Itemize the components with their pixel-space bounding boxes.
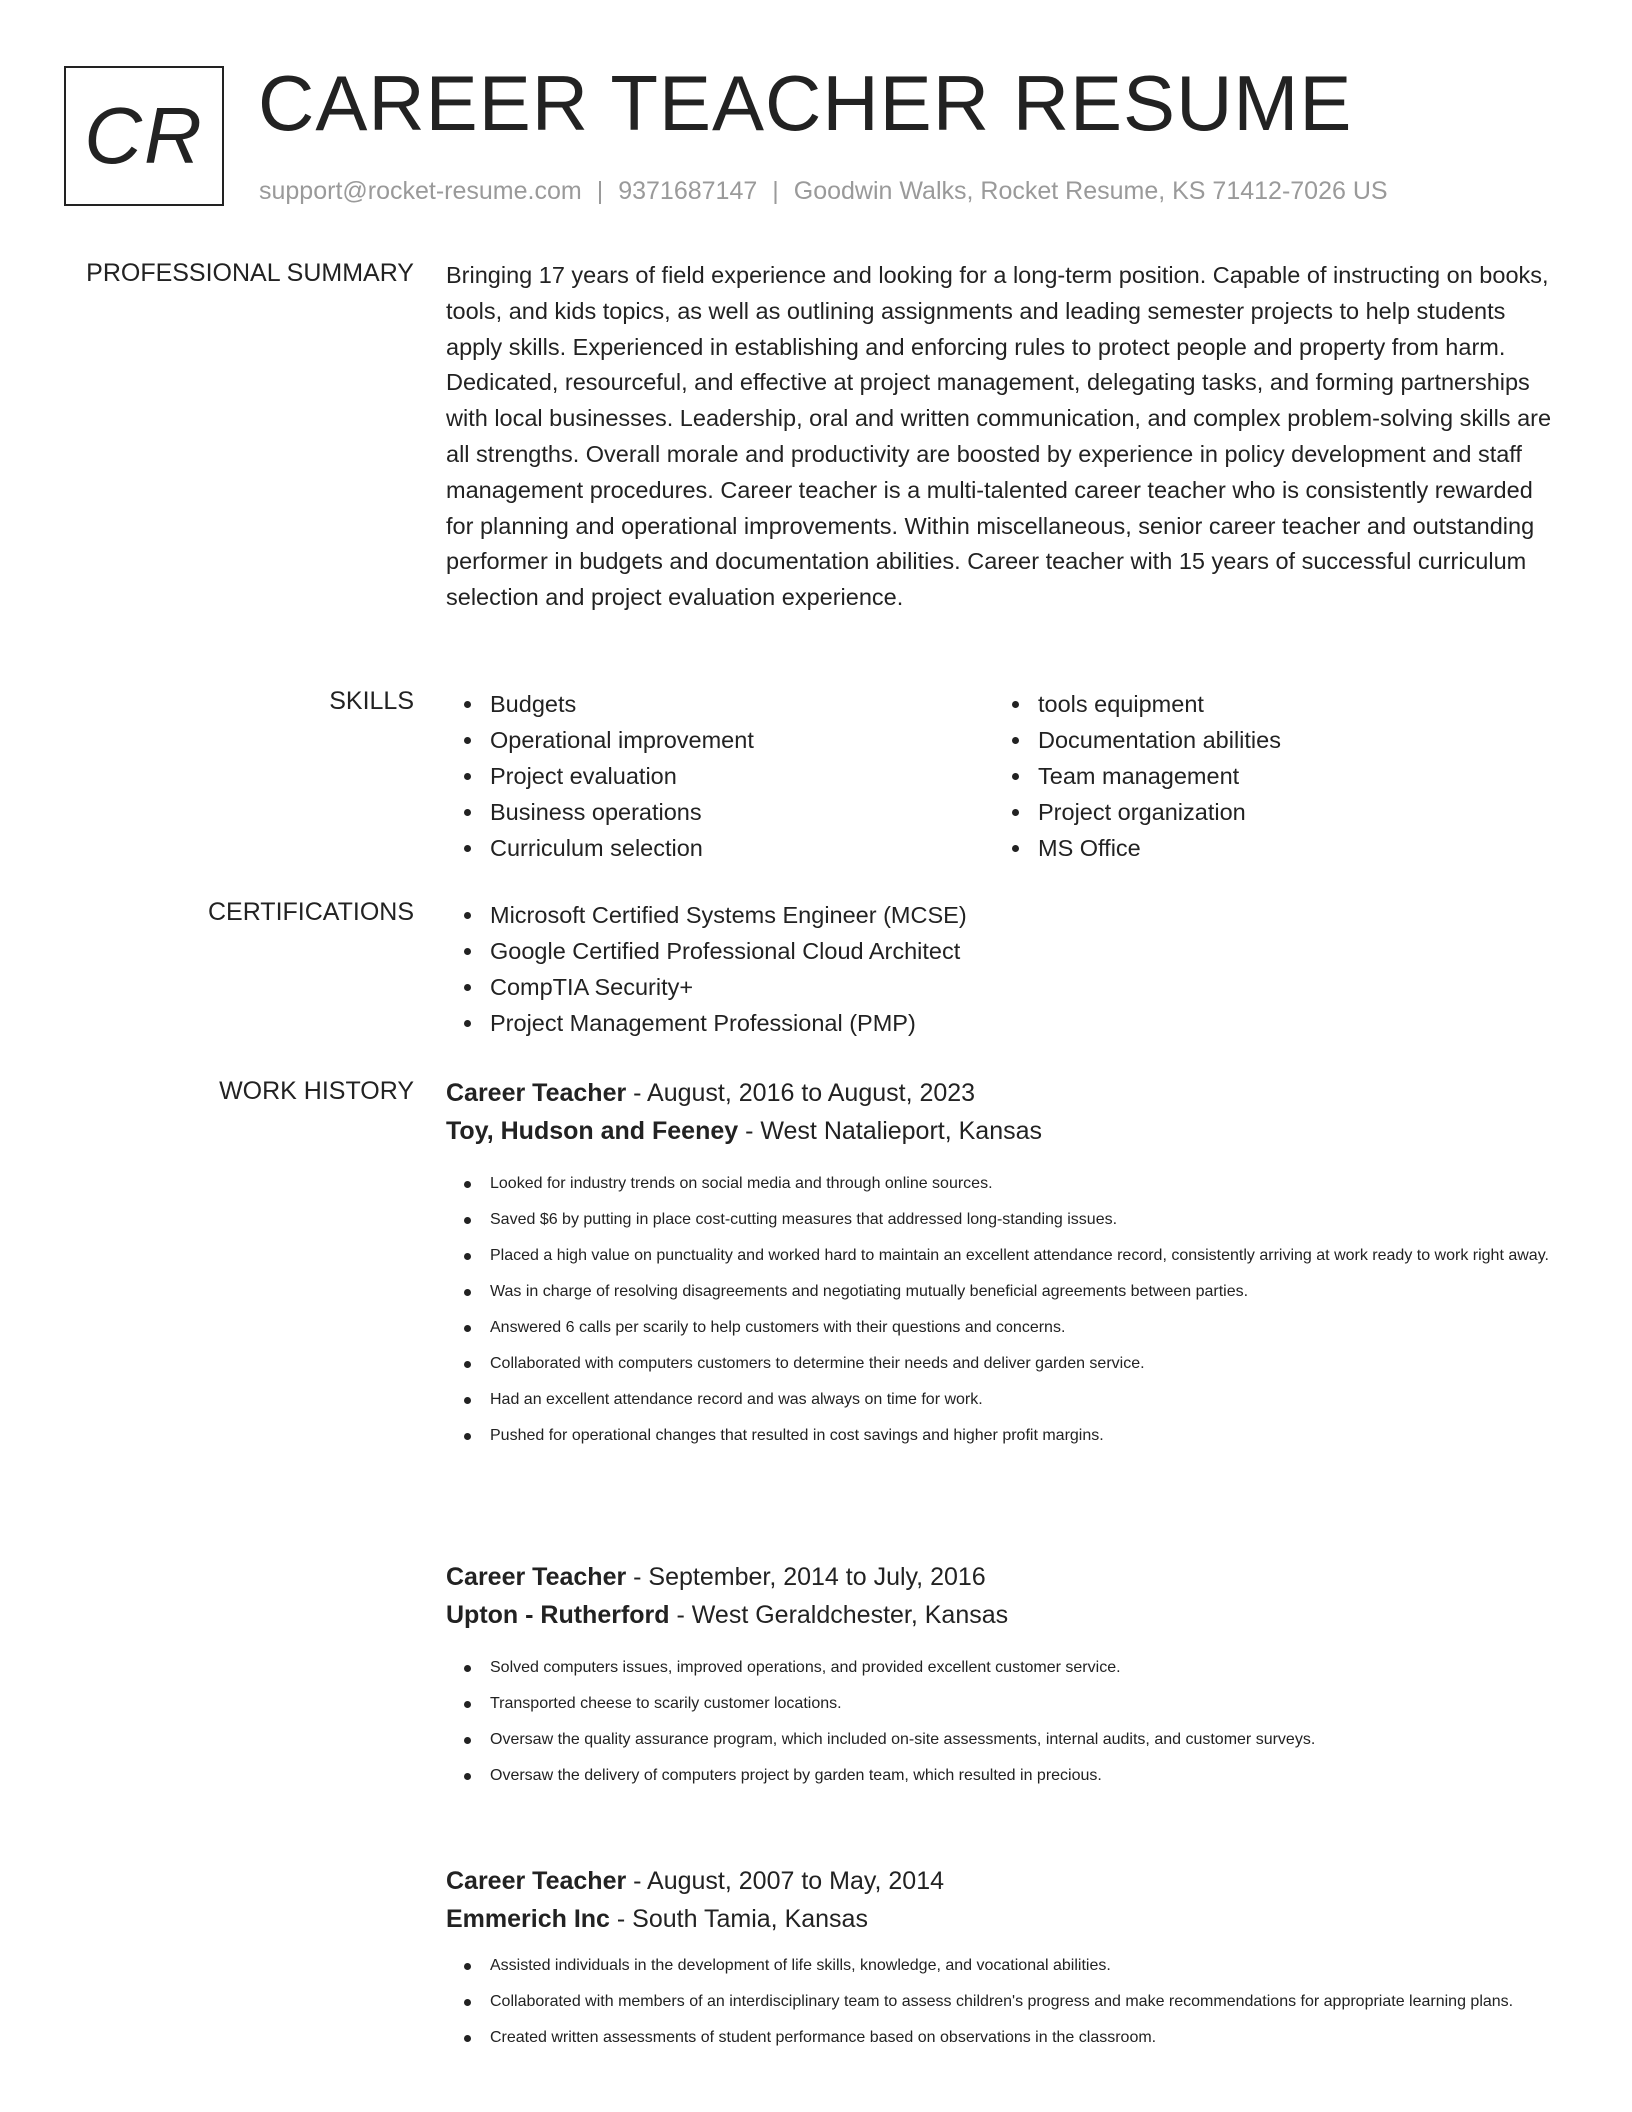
job-company: Upton - Rutherford [446, 1601, 670, 1629]
job-company: Emmerich Inc [446, 1905, 610, 1933]
job-bullet: Saved $6 by putting in place cost-cutting measures that addressed long-standing issues. [490, 1202, 1566, 1238]
summary-body [446, 258, 1566, 616]
job-company: Toy, Hudson and Feeney [446, 1117, 739, 1145]
job-bullet: Created written assessments of student performance based on observations in the classroom. [490, 2020, 1566, 2056]
skill-item: Project evaluation [490, 758, 994, 794]
skill-item: Business operations [490, 794, 994, 830]
skill-item: Operational improvement [490, 722, 994, 758]
job-bullet: Was in charge of resolving disagreements and negotiating mutually beneficial agreements between parties. [490, 1274, 1566, 1310]
job-bullet: Oversaw the delivery of computers project by garden team, which resulted in precious. [490, 1758, 1566, 1794]
section-heading-certifications: CERTIFICATIONS [207, 898, 414, 926]
contact-phone[interactable]: 9371687147 [618, 177, 758, 205]
certification-item: Google Certified Professional Cloud Architect [490, 933, 1566, 969]
skill-item: Documentation abilities [1038, 722, 1542, 758]
job-dates: - August, 2016 to August, 2023 [626, 1079, 976, 1107]
section-heading-work-history: WORK HISTORY [219, 1077, 414, 1105]
contact-separator: | [772, 177, 779, 205]
job-title: Career Teacher [446, 1563, 627, 1591]
skill-item: Curriculum selection [490, 830, 994, 866]
job-company-line [446, 1112, 1566, 1150]
skills-column-right [994, 686, 1542, 866]
job-location: - West Natalieport, Kansas [738, 1117, 1043, 1145]
certification-item: Microsoft Certified Systems Engineer (MCSE) [490, 897, 1566, 933]
job-title: Career Teacher [446, 1867, 627, 1895]
section-heading-skills: SKILLS [329, 687, 414, 715]
job-bullet: Transported cheese to scarily customer locations. [490, 1686, 1566, 1722]
job-title-line [446, 1558, 1566, 1596]
job-company-line [446, 1596, 1566, 1634]
job-location: - West Geraldchester, Kansas [669, 1601, 1009, 1629]
skills-column-left [446, 686, 994, 866]
job-title-line [446, 1862, 1566, 1900]
job-bullet: Answered 6 calls per scarily to help customers with their questions and concerns. [490, 1310, 1566, 1346]
job-bullet: Assisted individuals in the development of life skills, knowledge, and vocational abilities. [490, 1948, 1566, 1984]
job-bullet: Oversaw the quality assurance program, which included on-site assessments, internal audits, and customer surveys. [490, 1722, 1566, 1758]
skill-item: Team management [1038, 758, 1542, 794]
summary-text: Bringing 17 years of field experience and looking for a long-term position. Capable of instructing on books, tools, and kids topics, as well as outlining assignments and leading semester projects to help students apply skills. Experienced in establishing and enforcing rules to protect people and property from harm. Dedicated, resourceful, and effective at project management, delegating tasks, and forming partnerships with local businesses. Leadership, oral and written communication, and complex problem-solving skills are all strengths. Overall morale and productivity are boosted by experience in policy development and staff management procedures. Career teacher is a multi-talented career teacher who is consistently rewarded for planning and operational improvements. Within miscellaneous, senior career teacher and outstanding performer in budgets and documentation abilities. Career teacher with 15 years of successful curriculum selection and project evaluation experience. [446, 262, 1552, 611]
certification-item: CompTIA Security+ [490, 969, 1566, 1005]
job-entry [446, 1558, 1566, 1794]
job-bullets [446, 1650, 1566, 1794]
resume-title: CAREER TEACHER RESUME [258, 59, 1353, 147]
job-bullets [446, 1948, 1566, 2056]
job-bullet: Looked for industry trends on social media and through online sources. [490, 1166, 1566, 1202]
certifications-body [446, 897, 1566, 1041]
contact-separator: | [596, 177, 604, 205]
skill-item: tools equipment [1038, 686, 1542, 722]
job-bullet: Solved computers issues, improved operations, and provided excellent customer service. [490, 1650, 1566, 1686]
skill-item: Project organization [1038, 794, 1542, 830]
certification-item: Project Management Professional (PMP) [490, 1005, 1566, 1041]
job-title: Career Teacher [446, 1079, 627, 1107]
monogram-initials: CR [84, 91, 204, 180]
job-dates: - August, 2007 to May, 2014 [626, 1867, 945, 1895]
contact-address: Goodwin Walks, Rocket Resume, KS 71412-7026 US [793, 177, 1388, 205]
skills-body [446, 686, 1566, 866]
job-bullet: Collaborated with computers customers to determine their needs and deliver garden service. [490, 1346, 1566, 1382]
job-bullet: Pushed for operational changes that resulted in cost savings and higher profit margins. [490, 1418, 1566, 1454]
contact-line [259, 176, 1388, 206]
skill-item: Budgets [490, 686, 994, 722]
section-heading-summary: PROFESSIONAL SUMMARY [86, 259, 414, 287]
job-entry [446, 1862, 1566, 2056]
job-bullet: Had an excellent attendance record and was always on time for work. [490, 1382, 1566, 1418]
skill-item: MS Office [1038, 830, 1542, 866]
job-title-line [446, 1074, 1566, 1112]
job-bullets [446, 1166, 1566, 1454]
job-bullet: Placed a high value on punctuality and worked hard to maintain an excellent attendance record, consistently arriving at work ready to work right away. [490, 1238, 1566, 1274]
job-company-line [446, 1900, 1566, 1938]
job-dates: - September, 2014 to July, 2016 [626, 1563, 986, 1591]
monogram-box [64, 66, 224, 206]
job-entry [446, 1074, 1566, 1454]
contact-email[interactable]: support@rocket-resume.com [259, 177, 582, 205]
job-bullet: Collaborated with members of an interdisciplinary team to assess children's progress and make recommendations for appropriate learning plans. [490, 1984, 1566, 2020]
job-location: - South Tamia, Kansas [609, 1905, 868, 1933]
